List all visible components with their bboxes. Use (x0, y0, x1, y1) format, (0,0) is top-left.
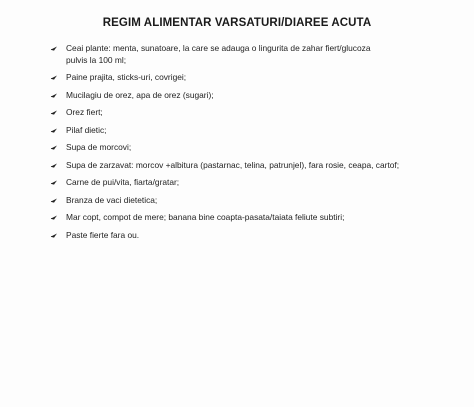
list-item (50, 42, 388, 66)
list-item-text: Pilaf dietic; (66, 124, 107, 135)
arrow-bullet-icon (50, 141, 62, 153)
arrow-bullet-icon (50, 194, 62, 206)
list-item-text: Carne de pui/vita, fiarta/gratar; (66, 177, 180, 187)
arrow-bullet-icon (50, 159, 62, 171)
list-item (50, 211, 465, 223)
list-item-text: Paine prajita, sticks-uri, covrigei; (66, 72, 187, 82)
arrow-bullet-icon (50, 89, 62, 101)
list-item-text: Branza de vaci dietetica; (66, 194, 158, 205)
arrow-bullet-icon (50, 106, 62, 118)
list-item-text: Supa de zarzavat: morcov +albitura (pastarnac, telina, patrunjel), fara rosie, ceapa, cartof; (66, 159, 400, 170)
arrow-bullet-icon (50, 124, 62, 136)
list-item-text: Paste fierte fara ou. (66, 229, 140, 240)
list-item (50, 141, 465, 153)
list-item (50, 194, 465, 206)
arrow-bullet-icon (50, 229, 62, 241)
list-item-text: Supa de morcovi; (66, 142, 132, 152)
arrow-bullet-icon (50, 211, 62, 223)
list-item (50, 176, 465, 188)
arrow-bullet-icon (50, 42, 62, 54)
page-title: REGIM ALIMENTAR VARSATURI/DIAREE ACUTA (102, 17, 372, 29)
arrow-bullet-icon (50, 176, 62, 188)
list-item (50, 106, 465, 118)
list-item (50, 71, 465, 83)
list-item (50, 89, 465, 101)
list-item (50, 124, 465, 136)
list-item-text: Orez fiert; (66, 107, 103, 117)
list-item-text: Mar copt, compot de mere; banana bine coapta-pasata/taiata feliute subtiri; (66, 212, 345, 222)
list-item (50, 229, 465, 241)
diet-list (50, 42, 465, 246)
list-item-text: Ceai plante: menta, sunatoare, la care se adauga o lingurita de zahar fiert/glucoza pulvis la 100 ml; (66, 43, 371, 65)
arrow-bullet-icon (50, 71, 62, 83)
list-item-text: Mucilagiu de orez, apa de orez (sugari); (66, 89, 214, 100)
list-item (50, 159, 465, 171)
